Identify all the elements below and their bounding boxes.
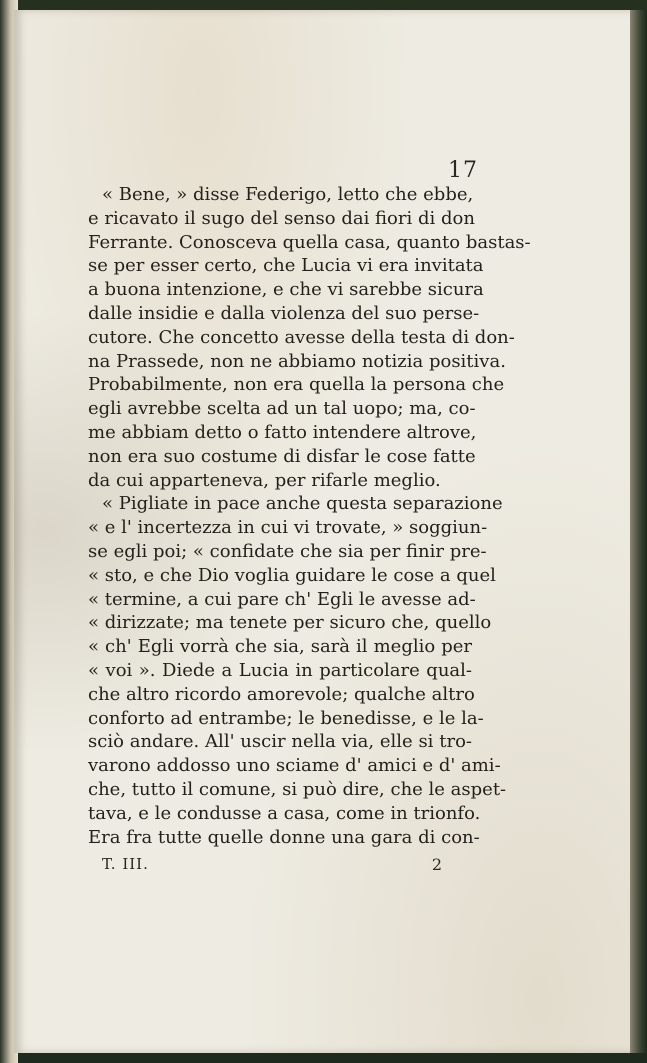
text-line: egli avrebbe scelta ad un tal uopo; ma, co- xyxy=(88,398,476,420)
text-line: non era suo costume di disfar le cose fatte xyxy=(88,445,476,467)
text-line: « ch' Egli vorrà che sia, sarà il meglio per xyxy=(88,636,472,658)
book-page xyxy=(14,10,632,1053)
text-line: che, tutto il comune, si può dire, che le aspet- xyxy=(88,778,507,800)
text-line: tava, e le condusse a casa, come in trionfo. xyxy=(88,802,481,824)
text-line: « sto, e che Dio voglia guidare le cose a quel xyxy=(88,564,496,586)
text-line: varono addosso uno sciame d' amici e d' ami- xyxy=(88,755,501,777)
text-line: na Prassede, non ne abbiamo notizia positiva. xyxy=(88,350,506,372)
text-line: e ricavato il sugo del senso dai fiori di don xyxy=(88,207,475,229)
text-line: « termine, a cui pare ch' Egli le avesse ad- xyxy=(88,588,476,610)
text-line: Era fra tutte quelle donne una gara di con- xyxy=(88,826,480,848)
text-line: se egli poi; « confidate che sia per finir pre- xyxy=(88,540,487,562)
volume-signature: T. III. xyxy=(102,855,149,873)
paragraph-1 xyxy=(88,183,531,492)
paragraph-2 xyxy=(88,492,507,849)
book-right-edge xyxy=(630,10,647,1053)
text-line: sciò andare. All' uscir nella via, elle si tro- xyxy=(88,731,472,753)
page-number: 17 xyxy=(448,158,478,183)
text-line: se per esser certo, che Lucia vi era invitata xyxy=(88,255,484,277)
body-text xyxy=(88,183,531,849)
text-line: conforto ad entrambe; le benedisse, e le la- xyxy=(88,707,484,729)
text-line: « dirizzate; ma tenete per sicuro che, quello xyxy=(88,612,492,634)
text-line: me abbiam detto o fatto intendere altrove, xyxy=(88,421,477,443)
text-line: Ferrante. Conosceva quella casa, quanto bastas- xyxy=(88,231,531,253)
text-line: a buona intenzione, e che vi sarebbe sicura xyxy=(88,279,484,301)
gathering-signature: 2 xyxy=(431,855,442,874)
text-line: cutore. Che concetto avesse della testa di don- xyxy=(88,326,515,348)
text-line: « Pigliate in pace anche questa separazione xyxy=(102,493,503,515)
text-line: da cui apparteneva, per rifarle meglio. xyxy=(88,469,441,491)
text-line: « Bene, » disse Federigo, letto che ebbe, xyxy=(102,184,474,205)
text-line: Probabilmente, non era quella la persona che xyxy=(88,374,505,396)
text-line: dalle insidie e dalla violenza del suo perse- xyxy=(88,302,480,324)
text-line: che altro ricordo amorevole; qualche altro xyxy=(88,683,475,705)
text-line: « e l' incertezza in cui vi trovate, » soggiun- xyxy=(88,517,488,539)
text-line: « voi ». Diede a Lucia in particolare qual- xyxy=(88,659,472,681)
